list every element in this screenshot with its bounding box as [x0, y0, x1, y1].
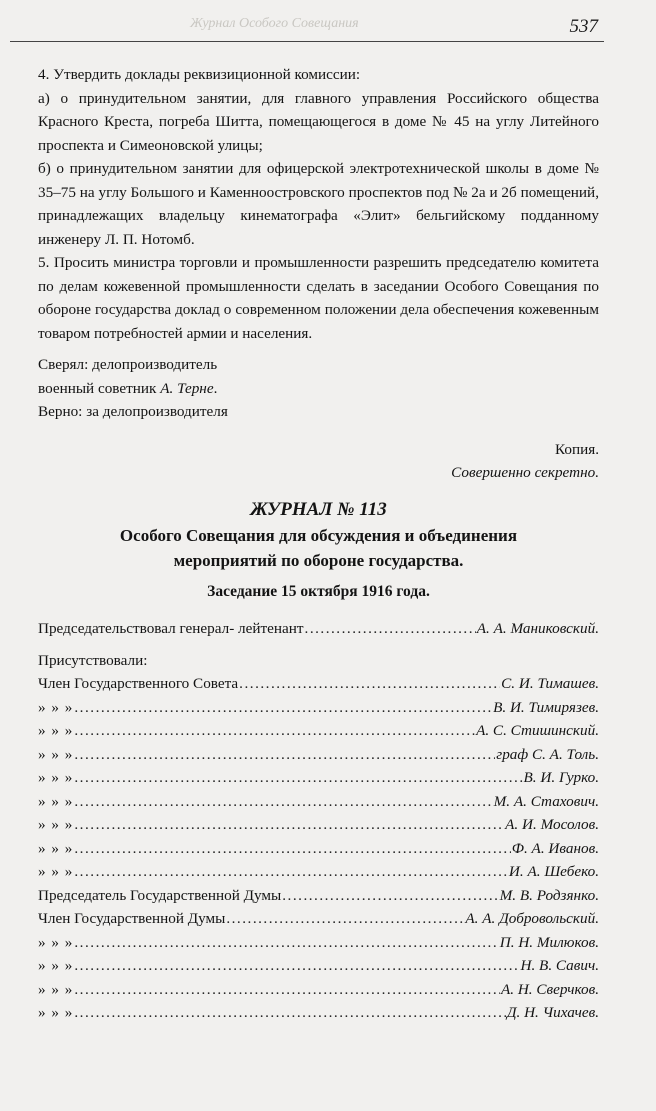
attendee-row: [38, 743, 599, 767]
attendee-row: [38, 837, 599, 861]
leader-dots: [74, 790, 492, 814]
attendee-name: Д. Н. Чихачев.: [506, 1004, 599, 1021]
attendee-row: [38, 954, 599, 978]
attendee-role: Член Государственного Совета: [38, 675, 239, 692]
verifier-name: А. Терне: [160, 379, 214, 397]
attendee-row: [38, 766, 599, 790]
ditto-mark: » » »: [38, 957, 74, 974]
leader-dots: [74, 696, 492, 720]
copy-mark: Копия.: [554, 440, 599, 458]
chair-row: [38, 617, 599, 641]
paragraph-item-4: 4. Утвердить доклады реквизиционной комиссии:: [38, 66, 361, 83]
attendee-row: [38, 978, 599, 1002]
ditto-mark: » » »: [38, 933, 74, 951]
attendee-row: [38, 907, 599, 931]
attendee-name: А. А. Добровольский.: [465, 910, 599, 927]
attendee-row: [38, 1001, 599, 1025]
leader-dots: [305, 617, 476, 641]
page-number: 537: [569, 16, 598, 37]
paragraph-item-4b: б) о принудительном занятии для офицерской электротехнической школы в доме № 35–75 на углу Большого и Каменноостровского проспектов под № 2а и 2б помещений, принадлежащих владельцу кинематографа «Элит» бельгийскому подданному инженеру Л. П. Нотомб.: [38, 160, 599, 248]
journal-subtitle-line-1: Особого Совещания для обсуждения и объединения: [119, 525, 518, 545]
leader-dots: [74, 1001, 505, 1025]
attendee-name: М. В. Родзянко.: [499, 886, 599, 904]
verification-line-3: Верно: за делопроизводителя: [38, 403, 228, 420]
leader-dots: [74, 954, 519, 978]
chair-label: Председательствовал генерал- лейтенант: [38, 620, 304, 637]
leader-dots: [74, 766, 522, 790]
attendee-name: В. И. Тимирязев.: [493, 698, 599, 716]
attendee-name: А. Н. Сверчков.: [500, 980, 599, 998]
attendee-row: [38, 719, 599, 743]
attendee-name: Ф. А. Иванов.: [511, 839, 599, 857]
leader-dots: [239, 672, 500, 696]
secret-mark: Совершенно секретно.: [451, 464, 599, 481]
journal-subtitle-line-2: мероприятий по обороне государства.: [173, 550, 464, 570]
attendee-row: [38, 813, 599, 837]
leader-dots: [74, 719, 475, 743]
attendee-name: Н. В. Савич.: [520, 957, 599, 974]
ditto-mark: » » »: [38, 769, 74, 786]
attendee-name: С. И. Тимашев.: [501, 675, 599, 692]
ditto-mark: » » »: [38, 863, 74, 880]
ditto-mark: » » »: [38, 698, 74, 716]
attendee-row: [38, 790, 599, 814]
attendee-name: В. И. Гурко.: [523, 769, 599, 786]
paragraph-item-4a: а) о принудительном занятии, для главного управления Российского общества Красного Креста, погреба Шитта, помещающегося в доме № 45 на углу Литейного проспекта и Симеоновской улицы;: [38, 89, 599, 154]
journal-title: ЖУРНАЛ № 113: [250, 498, 387, 520]
attendee-name: П. Н. Милюков.: [499, 933, 599, 951]
verification-line-2: [38, 377, 599, 401]
ditto-mark: » » »: [38, 792, 74, 810]
attendee-row: [38, 931, 599, 955]
attendee-row: [38, 696, 599, 720]
leader-dots: [226, 907, 464, 931]
session-date: Заседание 15 октября 1916 года.: [207, 582, 430, 600]
page-body: [38, 63, 599, 1025]
header-rule: [10, 41, 604, 42]
ditto-mark: » » »: [38, 745, 74, 763]
attendee-role: Член Государственной Думы: [38, 910, 226, 927]
present-label: Присутствовали:: [38, 651, 148, 669]
chair-name: А. А. Маниковский.: [476, 620, 599, 637]
verifier-title: военный советник: [38, 379, 161, 397]
attendee-name: А. И. Мосолов.: [505, 816, 599, 833]
attendee-row: [38, 884, 599, 908]
paragraph-item-5: 5. Просить министра торговли и промышленности разрешить председателю комитета по делам кожевенной промышленности сделать в заседании Особого Совещания по обороне государства доклад о современном положении дела обеспечения кожевенным товаром потребностей армии и населения.: [38, 254, 599, 342]
ditto-mark: » » »: [38, 1004, 74, 1021]
attendee-row: [38, 672, 599, 696]
attendee-name: М. А. Стахович.: [493, 792, 599, 810]
ditto-mark: » » »: [38, 980, 74, 998]
leader-dots: [282, 884, 498, 908]
leader-dots: [74, 813, 504, 837]
attendee-role: Председатель Государственной Думы: [38, 886, 282, 904]
attendee-row: [38, 860, 599, 884]
verifier-suffix: .: [213, 379, 218, 397]
ditto-mark: » » »: [38, 816, 74, 833]
verification-line-1: Сверял: делопроизводитель: [38, 356, 218, 373]
running-head: Журнал Особого Совещания: [190, 16, 359, 31]
leader-dots: [74, 931, 498, 955]
leader-dots: [74, 743, 495, 767]
ditto-mark: » » »: [38, 839, 74, 857]
ditto-mark: » » »: [38, 722, 74, 739]
leader-dots: [74, 860, 508, 884]
leader-dots: [74, 978, 500, 1002]
attendee-name: граф С. А. Толь.: [496, 745, 599, 763]
attendee-name: И. А. Шебеко.: [508, 863, 599, 880]
leader-dots: [74, 837, 510, 861]
attendee-name: А. С. Стишинский.: [476, 722, 599, 739]
